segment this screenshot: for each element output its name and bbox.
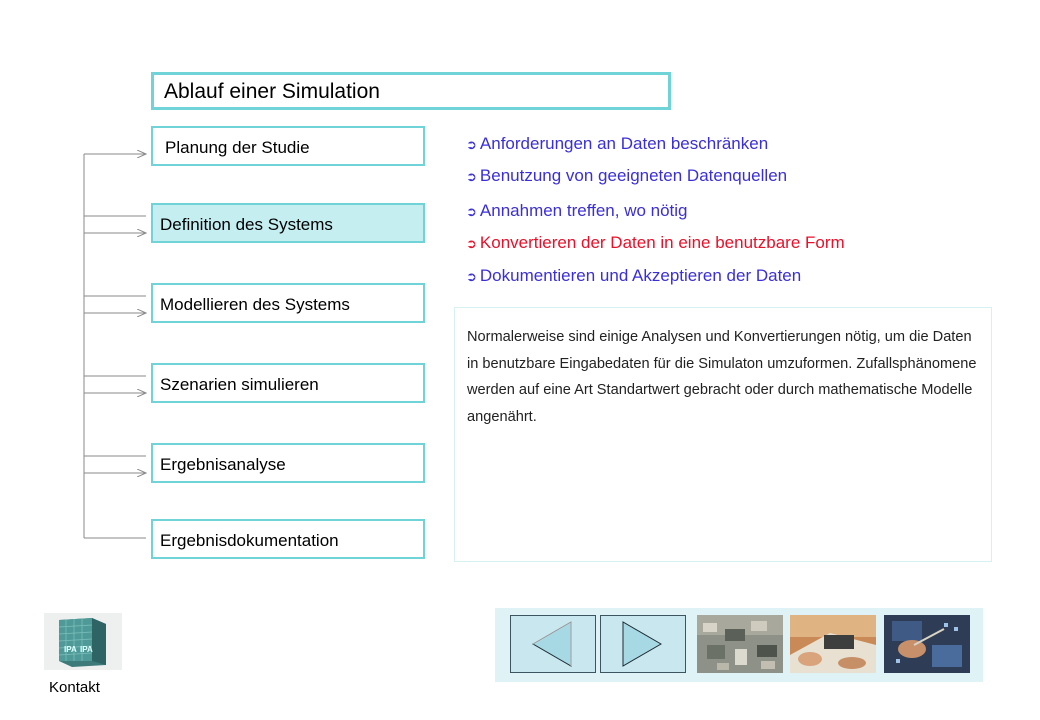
triangle-left-icon: [511, 616, 595, 672]
bullet-item[interactable]: [466, 266, 801, 286]
arrow-circle-right-icon: ➲: [466, 236, 477, 251]
page-title: Ablauf einer Simulation: [151, 72, 671, 110]
step-modellieren[interactable]: [151, 283, 425, 323]
arrow-circle-right-icon: ➲: [466, 269, 477, 284]
circuit-board-image: [697, 615, 783, 673]
bullet-text: Annahmen treffen, wo nötig: [479, 201, 688, 220]
ipa-logo[interactable]: [44, 613, 122, 670]
step-label: Ergebnisdokumentation: [160, 530, 339, 550]
bullet-item[interactable]: [466, 166, 787, 186]
arrow-circle-right-icon: ➲: [466, 169, 477, 184]
step-szenarien[interactable]: [151, 363, 425, 403]
contact-link[interactable]: Kontakt: [49, 679, 100, 696]
description-box: [454, 307, 992, 562]
step-label: Szenarien simulieren: [160, 374, 319, 394]
bullet-text: Benutzung von geeigneten Datenquellen: [479, 166, 788, 185]
step-planung[interactable]: [151, 126, 425, 166]
bullet-item[interactable]: [466, 233, 845, 253]
circuit-board-photo[interactable]: [697, 615, 783, 673]
arrow-circle-right-icon: ➲: [466, 137, 477, 152]
next-button[interactable]: [600, 615, 686, 673]
step-label: Modellieren des Systems: [160, 294, 350, 314]
logo-text-right: IPA: [80, 645, 93, 654]
step-definition[interactable]: [151, 203, 425, 243]
bullet-text: Anforderungen an Daten beschränken: [479, 134, 769, 153]
bullet-item[interactable]: [466, 201, 688, 221]
arrow-circle-right-icon: ➲: [466, 204, 477, 219]
bullet-text: Dokumentieren und Akzeptieren der Daten: [479, 266, 802, 285]
logo-text-left: IPA: [64, 645, 77, 654]
bullet-text: Konvertieren der Daten in eine benutzbare Form: [479, 233, 845, 252]
step-label: Ergebnisanalyse: [160, 454, 286, 474]
previous-button[interactable]: [510, 615, 596, 673]
navigation-bar: [495, 608, 983, 682]
hands-working-image: [790, 615, 876, 673]
bullet-item[interactable]: [466, 134, 768, 154]
step-label: Definition des Systems: [160, 214, 333, 234]
step-ergebnisdokumentation[interactable]: [151, 519, 425, 559]
electronics-photo[interactable]: [884, 615, 970, 673]
description-text: Normalerweise sind einige Analysen und Konvertierungen nötig, um die Daten in benutzbare Eingabedaten für die Simulaton umzuformen. Zufallsphänomene werden auf eine Art Standartwert gebracht oder durch mathematische Modelle angenährt.: [467, 329, 977, 425]
hands-working-photo[interactable]: [790, 615, 876, 673]
ipa-logo-icon: [44, 613, 122, 670]
electronics-image: [884, 615, 970, 673]
step-label: Planung der Studie: [165, 137, 310, 157]
triangle-right-icon: [601, 616, 685, 672]
step-ergebnisanalyse[interactable]: [151, 443, 425, 483]
